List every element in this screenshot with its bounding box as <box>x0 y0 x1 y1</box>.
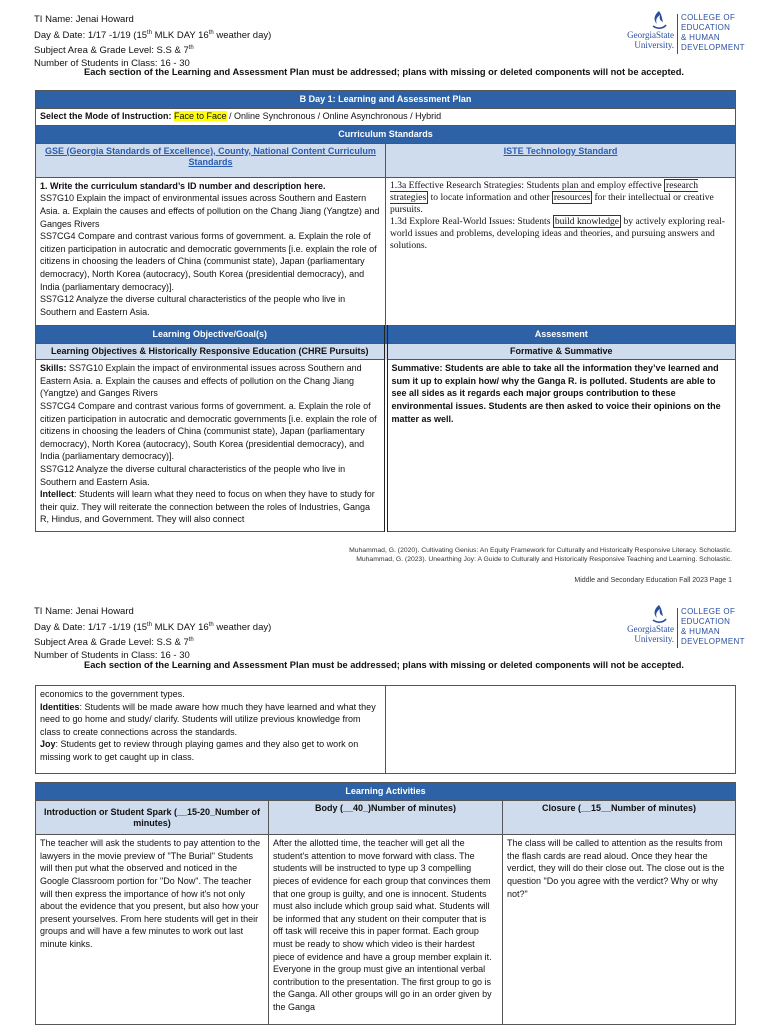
curriculum-standards-bar: Curriculum Standards <box>36 125 736 143</box>
closure-activity-cell <box>503 835 736 1025</box>
intellect-text: : Students will learn what they need to focus on when they have to study for their quiz. They will reiterate the connection between the roles of Industries, Ganga R, Hindus, and Government. They will also connect <box>40 489 375 525</box>
skills-text: SS7G10 Explain the impact of environmental issues across Southern and Eastern Asia. a. Explain the causes and effects of pollution on the Chang Jiang (Yangtze) and Ganges Rivers SS7CG4 Compare and contrast various forms of government. a. Explain the role of citizen participation in autocratic and democratic governments [i.e. explain the role of citizens in choosing the leaders of China (communist state), Japan (parliamentary democracy), North Korea (autocracy), South Korea (presidential democracy), and India (parliamentary democracy)]. SS7G12 Analyze the diverse cultural characteristics of the people who live in Southern and Eastern Asia. <box>40 363 377 487</box>
intro-activity-cell <box>36 835 269 1025</box>
ordinal-suffix: th <box>208 621 214 628</box>
university-wordmark <box>622 624 674 644</box>
gse-heading-cell <box>36 143 386 177</box>
summative-text: Summative: Students are able to take all the information they’ve learned and sum it up to explain how/ why the Ganga R. is polluted. Students are able to see all sides as it regards each major groups contribution to these environmental issues. Students are then asked to voice their opinions on the matter as well. <box>391 363 721 424</box>
instruction-mode-row <box>36 109 736 125</box>
iste-boxed-term: resources <box>553 191 591 203</box>
college-line: EDUCATION <box>681 617 731 626</box>
gsu-logo <box>622 10 745 54</box>
iste-standard-1-3a <box>390 180 731 216</box>
logo-divider <box>677 608 678 648</box>
skills-entry <box>40 362 380 488</box>
joy-text: : Students get to review through playing games and they also get to work on missing work to get caught up in class. <box>40 739 359 762</box>
instruction-mode-options: / Online Synchronous / Online Asynchronous / Hybrid <box>226 111 442 122</box>
iste-boxed-term: research strategies <box>390 179 698 203</box>
ordinal-suffix: th <box>208 29 214 36</box>
college-line: COLLEGE OF <box>681 13 736 22</box>
iste-text: for their intellectual or creative pursuits. <box>390 191 714 215</box>
gse-heading-link[interactable]: GSE (Georgia Standards of Excellence), County, National Content Curriculum Standards <box>45 145 376 167</box>
plan-title: B Day 1: Learning and Assessment Plan <box>36 91 736 109</box>
ordinal-suffix: th <box>188 637 194 644</box>
body-heading: Body (__40_)Number of minutes) <box>269 801 503 835</box>
closure-activity-text: The class will be called to attention as the results from the flash cards are read aloud. Once they hear the verdict, they will do their close out. The close out is the question "Do you agree with the verdict? Why or why not?" <box>507 838 725 899</box>
university-name: GeorgiaState <box>627 30 674 40</box>
citation: Muhammad, G. (2023). Unearthing Joy: A Guide to Culturally and Historically Responsive Teaching and Learning. Scholastic. <box>356 556 732 563</box>
assessment-continued-cell <box>386 686 736 774</box>
day-date-text: weather day) <box>213 29 272 41</box>
ti-name: TI Name: Jenai Howard <box>34 14 134 25</box>
instruction-mode-selected: Face to Face <box>174 111 227 122</box>
day-date-text: Day & Date: 1/17 -1/19 (15 <box>34 29 148 41</box>
college-name <box>681 607 745 647</box>
learning-assessment-plan-table <box>35 90 736 532</box>
flame-logo-icon <box>650 10 668 30</box>
plan-header <box>34 606 271 663</box>
subject-grade-text: Subject Area & Grade Level: S.S & 7 <box>34 637 189 649</box>
learning-activities-table <box>35 782 736 1025</box>
citations <box>349 546 732 564</box>
joy-entry <box>40 738 381 763</box>
iste-heading-cell <box>386 143 736 177</box>
iste-text: 1.3a Effective Research Strategies: Students plan and employ effective <box>390 179 665 191</box>
page-footer: Middle and Secondary Education Fall 2023 Page 1 <box>574 577 732 584</box>
assessment-bar: Assessment <box>386 325 736 343</box>
iste-heading-link[interactable]: ISTE Technology Standard <box>503 145 618 156</box>
university-name: University. <box>634 40 674 50</box>
student-count: Number of Students in Class: 16 - 30 <box>34 650 190 662</box>
college-line: & HUMAN <box>681 627 720 636</box>
subject-grade <box>34 42 271 58</box>
identities-label: Identities <box>40 701 80 712</box>
instruction-mode-label: Select the Mode of Instruction: <box>40 111 175 122</box>
day-date-text: MLK DAY 16 <box>152 29 209 41</box>
page-two <box>0 598 768 1024</box>
day-date-text: weather day) <box>213 621 272 633</box>
body-activity-text: After the allotted time, the teacher will get all the student's attention to move forward with class. The students will be instructed to type up 3 compelling pieces of evidence for each group that convinces them that one group is guilty, and one is innocent. Students must also include which group said what. Students will be informed that any student on their computer that is off task will receive this in paper format. Each group must be ready to show which video is their hardest piece of evidence and have a group member explain it. Everyone in the group must give an intentional verbal contribution to the presentation. The first group to go is the Ganga. All other groups will go in an order given by the Ganga <box>273 838 492 1012</box>
university-name: University. <box>634 634 674 644</box>
gse-instruction: 1. Write the curriculum standard’s ID number and description here. <box>40 180 326 191</box>
day-date <box>34 619 271 635</box>
citation: Muhammad, G. (2020). Cultivating Genius: An Equity Framework for Culturally and Historically Responsive Literacy. Scholastic. <box>349 547 732 554</box>
intellect-entry <box>40 488 380 526</box>
objectives-cell <box>36 360 386 532</box>
identities-entry <box>40 701 381 739</box>
ordinal-suffix: th <box>188 45 194 52</box>
intro-activity-text: The teacher will ask the students to pay attention to the lawyers in the movie preview of "The Burial" Students will then put what the observed and noticed in the Google Classroom portion for "Do Now". The teacher will then express the importance of how it's not only about the evidence that you present, but also how your present yourselves. From here students will get in their groups and will have a few minutes to work out last minute kinks. <box>40 838 261 949</box>
logo-divider <box>677 14 678 54</box>
college-line: & HUMAN <box>681 33 720 42</box>
college-line: COLLEGE OF <box>681 607 736 616</box>
university-name: GeorgiaState <box>627 624 674 634</box>
submission-notice: Each section of the Learning and Assessment Plan must be addressed; plans with missing or deleted components will not be accepted. <box>84 67 684 77</box>
college-line: DEVELOPMENT <box>681 43 745 52</box>
intellect-label: Intellect <box>40 489 75 500</box>
subject-grade <box>34 634 271 650</box>
skills-label: Skills: <box>40 363 67 374</box>
closure-heading: Closure (__15__Number of minutes) <box>503 801 736 835</box>
objectives-continued-cell <box>36 686 386 774</box>
college-name <box>681 13 745 53</box>
university-wordmark <box>622 30 674 50</box>
intro-heading: Introduction or Student Spark (__15-20_Number of minutes) <box>36 801 269 835</box>
ordinal-suffix: th <box>147 29 153 36</box>
iste-text: to locate information and other <box>428 191 552 203</box>
gse-standards-cell <box>36 177 386 325</box>
submission-notice: Each section of the Learning and Assessment Plan must be addressed; plans with missing or deleted components will not be accepted. <box>84 660 684 670</box>
iste-boxed-term: build knowledge <box>554 215 620 227</box>
assessment-cell <box>386 360 736 532</box>
day-date <box>34 27 271 43</box>
iste-standards-cell <box>386 177 736 325</box>
iste-standard-1-3d <box>390 216 731 252</box>
day-date-text: Day & Date: 1/17 -1/19 (15 <box>34 621 148 633</box>
iste-text: 1.3d Explore Real-World Issues: Students <box>390 215 553 227</box>
joy-label: Joy <box>40 739 56 750</box>
gsu-logo <box>622 604 745 648</box>
learning-objective-bar: Learning Objective/Goal(s) <box>36 325 386 343</box>
ti-name: TI Name: Jenai Howard <box>34 606 134 617</box>
plan-header <box>34 14 271 71</box>
college-line: EDUCATION <box>681 23 731 32</box>
ordinal-suffix: th <box>147 621 153 628</box>
body-activity-cell <box>269 835 503 1025</box>
student-count: Number of Students in Class: 16 - 30 <box>34 58 190 70</box>
identities-text: : Students will be made aware how much they have learned and what they need to go home and study/ clarify. Students will utilize previous knowledge from class to create connections across the standards. <box>40 701 376 737</box>
continued-text: economics to the government types. <box>40 689 185 699</box>
objective-subheading: Learning Objectives & Historically Responsive Education (CHRE Pursuits) <box>36 344 386 360</box>
assessment-subheading: Formative & Summative <box>386 344 736 360</box>
iste-text: by actively exploring real-world issues and problems, developing ideas and theories, and pursuing answers and solutions. <box>390 215 725 251</box>
learning-activities-bar: Learning Activities <box>36 783 736 801</box>
flame-logo-icon <box>650 604 668 624</box>
subject-grade-text: Subject Area & Grade Level: S.S & 7 <box>34 45 189 57</box>
day-date-text: MLK DAY 16 <box>152 621 209 633</box>
gse-standards-text: SS7G10 Explain the impact of environmental issues across Southern and Eastern Asia. a. Explain the causes and effects of pollution on the Chang Jiang (Yangtze) and Ganges Rivers SS7CG4 Compare and contrast various forms of government. a. Explain the role of citizen participation in autocratic and democratic governments [i.e. explain the role of citizens in choosing the leaders of China (communist state), Japan (parliamentary democracy), North Korea (autocracy), South Korea (presidential democracy), and India (parliamentary democracy)]. SS7G12 Analyze the diverse cultural characteristics of the people who live in Southern and Eastern Asia. <box>40 193 380 317</box>
continued-objectives-table <box>35 685 736 774</box>
college-line: DEVELOPMENT <box>681 637 745 646</box>
